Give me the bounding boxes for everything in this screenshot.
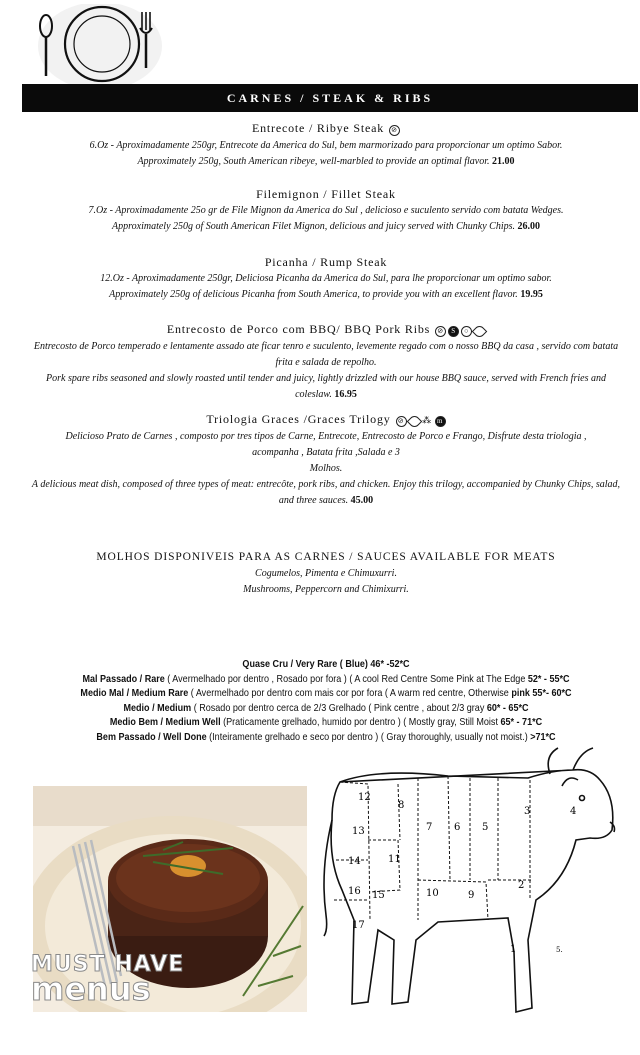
item-title: Entrecosto de Porco com BBQ/ BBQ Pork Ribs [166, 322, 431, 336]
gluten-free-icon: ⊘ [435, 326, 446, 337]
item-title: Entrecote / Ribye Steak [251, 121, 385, 135]
cow-caption: 5. [556, 946, 563, 954]
menu-item-filemignon [20, 186, 632, 235]
item-desc-pt-2: acompanha , Batata frita ,Salada e 3 [252, 447, 400, 459]
cow-cut-8: 8 [398, 800, 405, 811]
item-desc-en: Approximately 250g of delicious Picanha from South America, to provide you with an excellent flavor. [109, 289, 518, 300]
cow-cut-2: 2 [518, 880, 525, 891]
item-desc-pt: 12.Oz - Aproximadamente 250gr, Deliciosa Picanha da America do Sul, para lhe proporcionar um optimo sabor. [100, 273, 552, 284]
gluten-free-icon: ⊘ [396, 416, 407, 427]
beef-cuts-diagram [318, 740, 623, 1025]
item-desc-pt: 7.Oz - Aproximadamente 25o gr de File Mignon da America do Sul , delicioso e suculento servido com batata Wedges. [88, 205, 564, 216]
sauces-section [20, 551, 632, 598]
cow-cut-12: 12 [358, 792, 371, 803]
menu-item-pork-ribs [20, 321, 632, 403]
cow-cut-1: 1 [510, 944, 517, 955]
cow-cut-16: 16 [348, 886, 361, 897]
section-banner: CARNES / STEAK & RIBS [22, 84, 638, 112]
item-title: Filemignon / Fillet Steak [256, 187, 396, 201]
item-desc-en: A delicious meat dish, composed of three types of meat: entrecôte, pork ribs, and chicken. Enjoy this trilogy, accompanied by Chunky Chips, salad, [31, 479, 621, 491]
item-desc-pt: 6.Oz - Aproximadamente 250gr, Entrecote da America do Sul, bem marmorizado para proporcionar um optimo Sabor. [89, 140, 563, 152]
item-desc-en-2: coleslaw. [295, 389, 332, 401]
sauces-heading: MOLHOS DISPONIVEIS PARA AS CARNES / SAUCES AVAILABLE FOR MEATS [96, 551, 556, 563]
cow-cut-14: 14 [348, 856, 361, 867]
item-price: 19.95 [520, 289, 543, 300]
doneness-guide [63, 657, 589, 744]
sauces-pt: Cogumelos, Pimenta e Chimuxurri. [255, 568, 397, 579]
cow-cut-13: 13 [352, 826, 365, 837]
mustard-icon: m [435, 416, 446, 427]
item-price: 26.00 [517, 221, 540, 232]
doneness-row: Bem Passado / Well Done (Inteiramente grelhado e seco por dentro ) ( Gray thoroughly, usually not moist.) >71*C [96, 730, 556, 743]
celery-icon [472, 324, 488, 340]
sauces-en: Mushrooms, Peppercorn and Chimixurri. [243, 584, 409, 595]
cow-cut-10: 10 [426, 888, 439, 899]
item-desc-pt: Delicioso Prato de Carnes , composto por tres tipos de Carne, Entrecote, Entrecosto de Porco e Frango, Disfrute desta triologia , [65, 431, 587, 443]
doneness-row: Medio Mal / Medium Rare ( Avermelhado por dentro com mais cor por fora ( A warm red centre, Otherwise pink 55*- 60*C [80, 687, 572, 699]
gluten-free-icon: ⊘ [389, 125, 400, 136]
doneness-row: Medio / Medium ( Rosado por dentro cerca de 2/3 Grelhado ( Pink centre , about 2/3 gray 60* - 65*C [123, 701, 529, 714]
item-price: 45.00 [350, 495, 374, 507]
item-price: 21.00 [492, 156, 515, 168]
item-desc-pt-3: Molhos. [309, 463, 343, 475]
item-title: Triologia Graces /Graces Trilogy [206, 412, 391, 426]
menu-item-entrecote [20, 120, 632, 170]
item-desc-pt: Entrecosto de Porco temperado e lentamente assado ate ficar tenro e suculento, levemente regado com o nosso BBQ da casa , servido com batata [33, 341, 619, 353]
item-desc-pt-2: frita e salada de repolho. [275, 357, 377, 369]
cow-cut-4: 4 [570, 806, 577, 817]
doneness-row: Quase Cru / Very Rare ( Blue) 46* -52*C [242, 658, 410, 670]
doneness-row: Mal Passado / Rare ( Avermelhado por dentro , Rosado por fora ) ( A cool Red Centre Some Pink at The Edge 52* - 55*C [82, 672, 570, 685]
egg-icon: ○ [461, 326, 472, 337]
item-desc-en: Approximately 250g, South American ribeye, well-marbled to provide an optimal flavor. [137, 156, 490, 168]
cow-cut-17: 17 [352, 920, 365, 931]
item-desc-en: Approximately 250g of South American Filet Mignon, delicious and juicy served with Chunky Chips. [112, 221, 515, 232]
doneness-row: Medio Bem / Medium Well (Praticamente grelhado, humido por dentro ) ( Mostly gray, Still Moist 65* - 71*C [109, 716, 543, 728]
item-title: Picanha / Rump Steak [264, 255, 388, 269]
celery-icon [406, 414, 422, 430]
watermark-logo: MUST HAVE menus [31, 952, 185, 1008]
soy-icon: S [448, 326, 459, 337]
cow-cut-9: 9 [468, 890, 475, 901]
cow-cut-11: 11 [388, 854, 401, 865]
item-desc-en: Pork spare ribs seasoned and slowly roasted until tender and juicy, lightly drizzled with our house BBQ sauce, served with French fries and [46, 373, 606, 385]
cow-cut-5: 5 [482, 822, 489, 833]
menu-item-picanha [20, 254, 632, 303]
cow-cut-7: 7 [426, 822, 433, 833]
cow-cut-15: 15 [372, 890, 385, 901]
cow-cut-6: 6 [454, 822, 461, 833]
item-desc-en-2: and three sauces. [278, 495, 349, 507]
cow-cut-3: 3 [524, 806, 531, 817]
item-price: 16.95 [334, 389, 357, 401]
sesame-icon: ⁂ [422, 415, 432, 425]
plate-cutlery-icon [30, 4, 165, 92]
menu-item-trilogy [20, 411, 632, 509]
